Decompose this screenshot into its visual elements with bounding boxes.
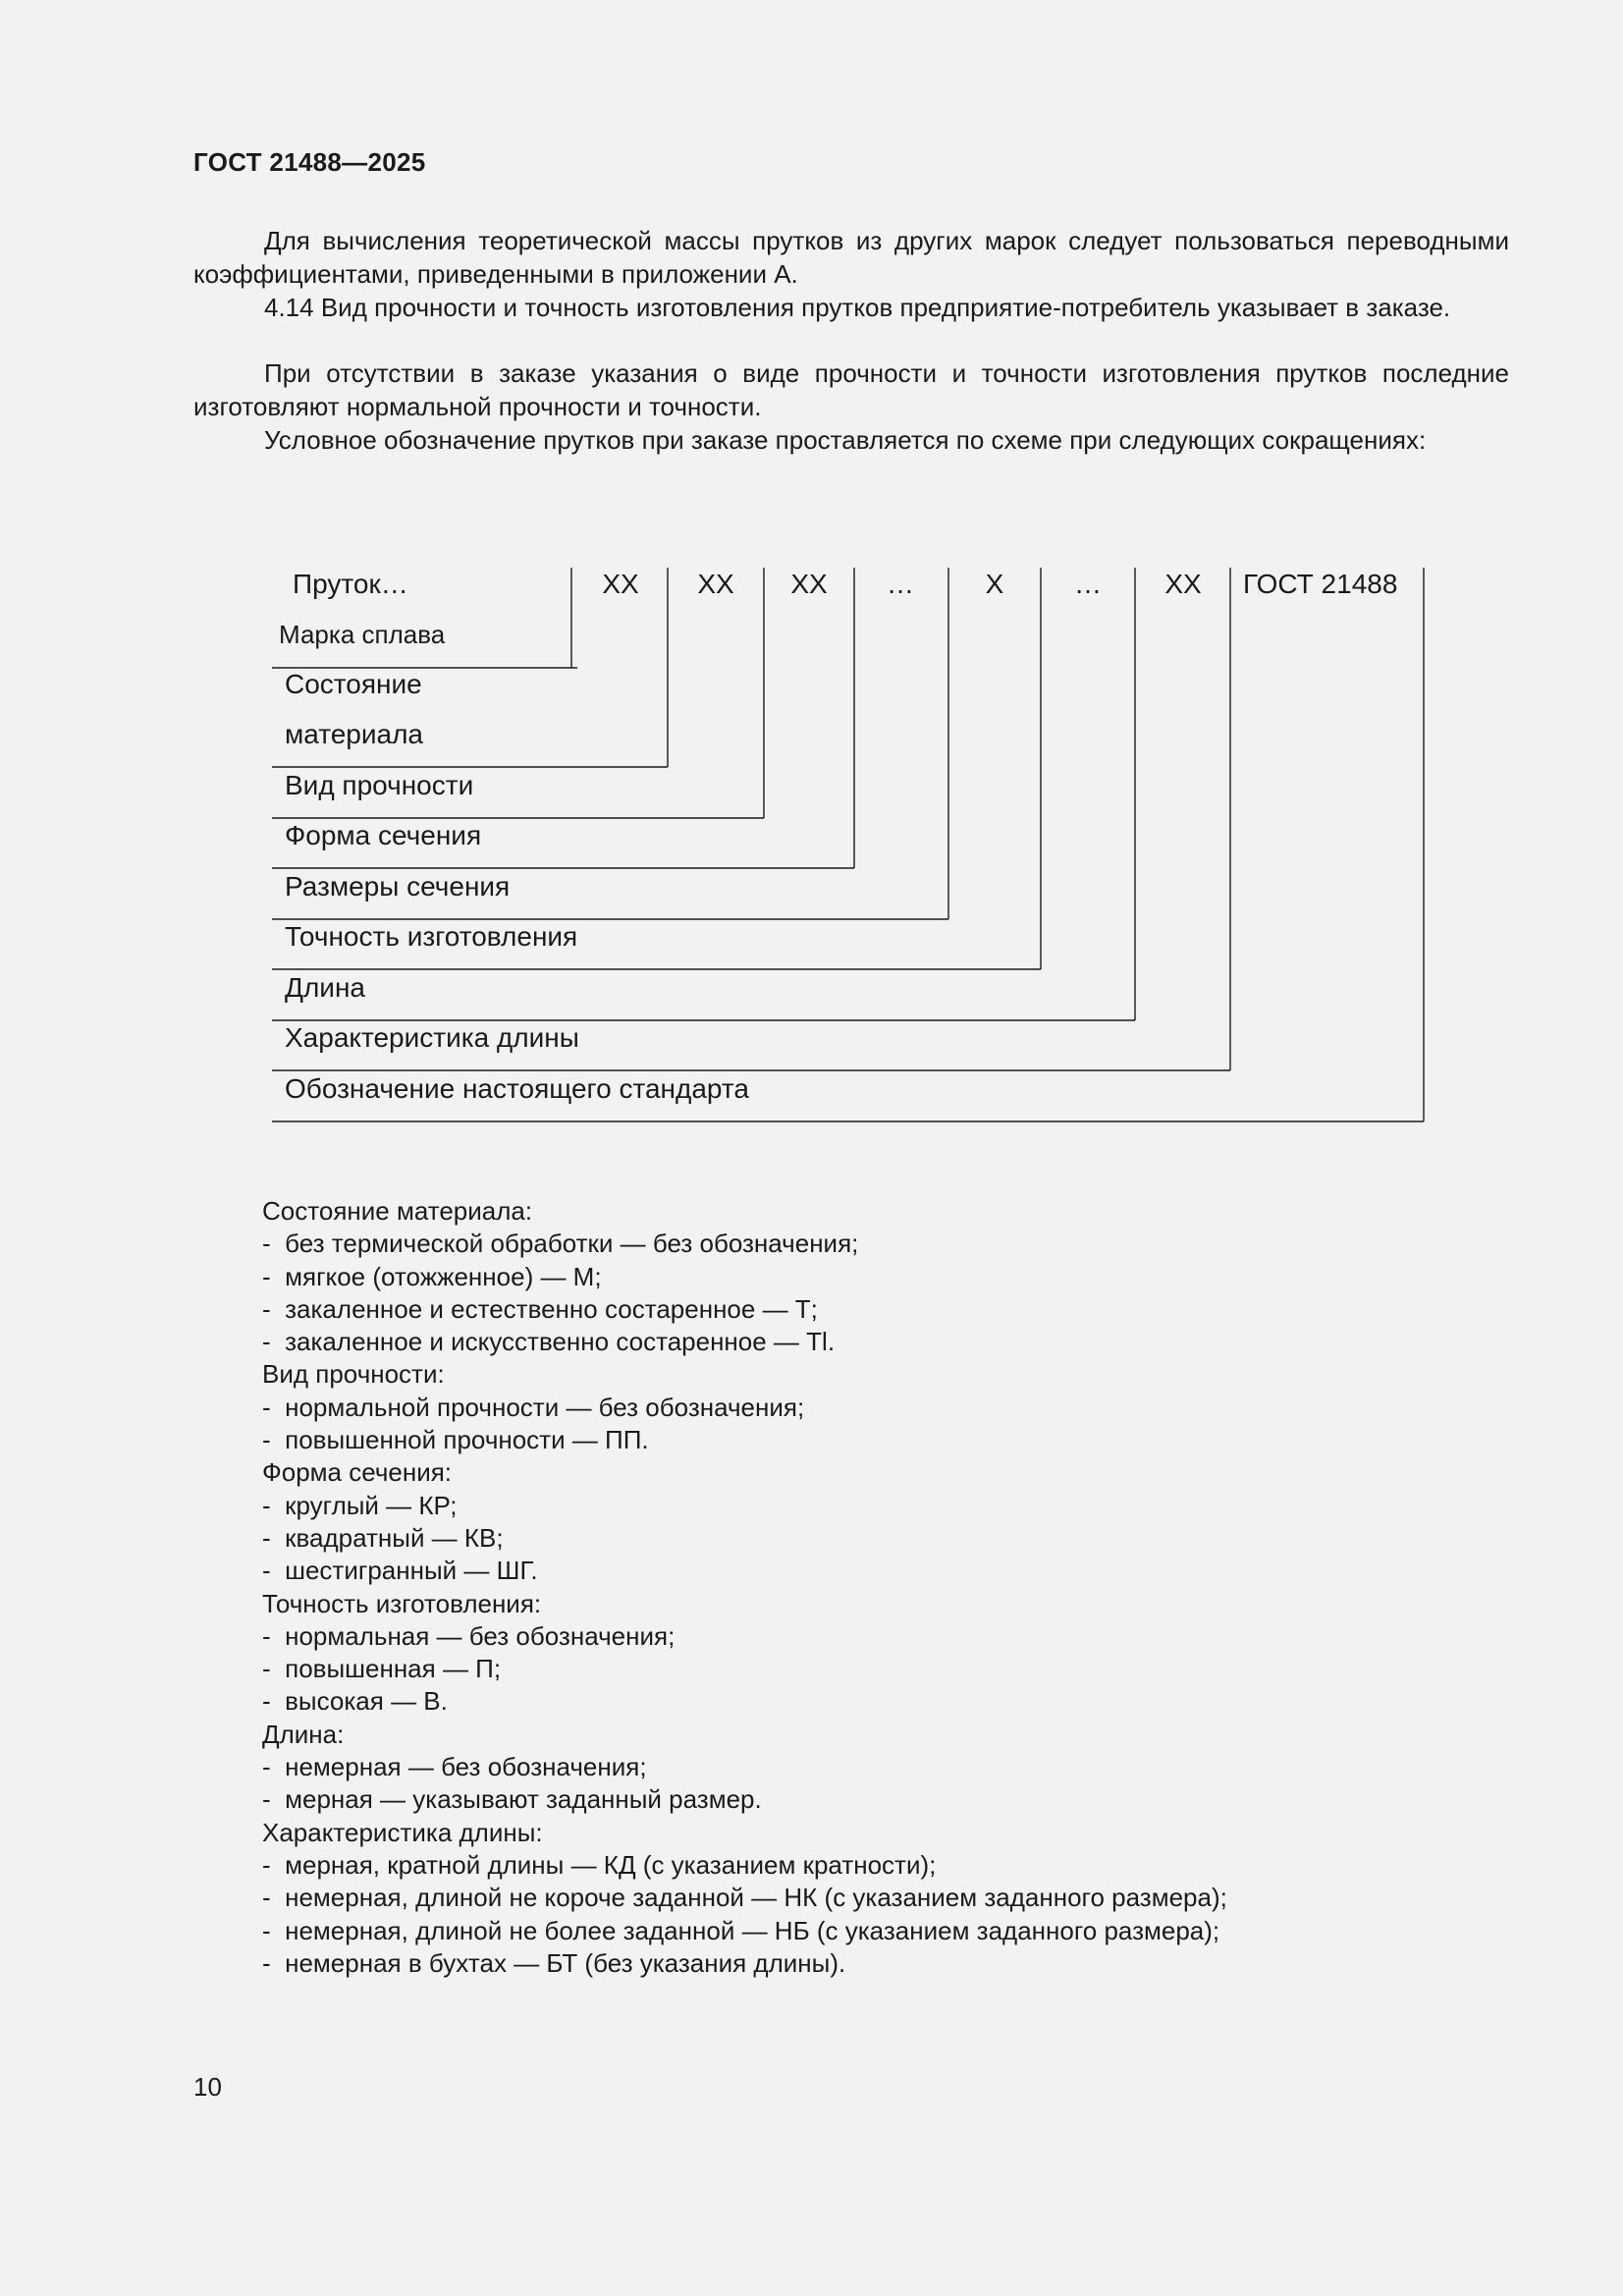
scheme-product: Пруток… xyxy=(293,569,408,599)
scheme-code-size: … xyxy=(887,569,914,599)
legend-item: - круглый — КР; xyxy=(262,1490,1227,1522)
scheme-code-length-char: XX xyxy=(1164,569,1202,599)
legend-item: - закаленное и естественно состаренное — Т; xyxy=(262,1293,1227,1326)
legend-item: - мерная, кратной длины — КД (с указанием кратности); xyxy=(262,1849,1227,1882)
scheme-label-accuracy: Точность изготовления xyxy=(285,921,578,952)
scheme-label-length-char: Характеристика длины xyxy=(285,1022,579,1053)
legend-title-state: Состояние материала: xyxy=(262,1196,533,1226)
paragraph-default: При отсутствии в заказе указания о виде прочности и точности изготовления прутков последние изготовляют нормальной прочности и точности. xyxy=(193,358,1509,421)
legend-item: - немерная — без обозначения; xyxy=(262,1751,1227,1783)
page-number: 10 xyxy=(193,2072,222,2102)
scheme-code-accuracy: X xyxy=(985,569,1004,599)
legend-item: - нормальная — без обозначения; xyxy=(262,1620,1227,1653)
legend-title-strength: Вид прочности: xyxy=(262,1359,445,1390)
scheme-code-state: XX xyxy=(602,569,639,599)
paragraph-scheme-intro: Условное обозначение прутков при заказе проставляется по схеме при следующих сокращениях: xyxy=(264,425,1427,455)
legend-title-section: Форма сечения: xyxy=(262,1457,453,1488)
paragraph-conversion: Для вычисления теоретической массы прутков из других марок следует пользоваться переводными коэффициентами, приведенными в приложении А. xyxy=(193,226,1509,289)
scheme-code-length: … xyxy=(1074,569,1102,599)
scheme-code-section: XX xyxy=(790,569,828,599)
scheme-label-section: Форма сечения xyxy=(285,820,482,850)
legend-title-length-char: Характеристика длины: xyxy=(262,1817,543,1847)
scheme-label-standard: Обозначение настоящего стандарта xyxy=(285,1073,749,1104)
legend-item: - квадратный — КВ; xyxy=(262,1522,1227,1555)
scheme-standard-ref: ГОСТ 21488 xyxy=(1243,569,1398,599)
legend-item: - немерная, длиной не короче заданной — НК (с указанием заданного размера); xyxy=(262,1882,1227,1914)
scheme-alloy-label: Марка сплава xyxy=(279,620,446,649)
legend-item: - мягкое (отожженное) — М; xyxy=(262,1261,1227,1293)
legend-item: - закаленное и искусственно состаренное — Tl. xyxy=(262,1326,1227,1358)
abbreviations-legend xyxy=(262,1195,1227,1980)
legend-item: - повышенной прочности — ПП. xyxy=(262,1424,1227,1456)
paragraph-4-14: 4.14 Вид прочности и точность изготовления прутков предприятие-потребитель указывает в заказе. xyxy=(264,293,1451,322)
legend-item: - без термической обработки — без обозначения; xyxy=(262,1228,1227,1260)
scheme-label-length: Длина xyxy=(285,972,365,1003)
scheme-code-strength: XX xyxy=(697,569,734,599)
scheme-label-state-1: Состояние xyxy=(285,669,422,699)
scheme-label-state-2: материала xyxy=(285,719,423,749)
legend-item: - немерная в бухтах — БТ (без указания длины). xyxy=(262,1947,1227,1980)
legend-item: - повышенная — П; xyxy=(262,1653,1227,1685)
scheme-label-size: Размеры сечения xyxy=(285,871,511,902)
legend-item: - высокая — В. xyxy=(262,1685,1227,1718)
legend-item: - немерная, длиной не более заданной — НБ (с указанием заданного размера); xyxy=(262,1915,1227,1947)
document-header: ГОСТ 21488—2025 xyxy=(193,147,426,177)
legend-item: - шестигранный — ШГ. xyxy=(262,1555,1227,1587)
legend-item: - нормальной прочности — без обозначения; xyxy=(262,1392,1227,1424)
legend-item: - мерная — указывают заданный размер. xyxy=(262,1783,1227,1816)
legend-title-accuracy: Точность изготовления: xyxy=(262,1588,542,1618)
scheme-label-strength: Вид прочности xyxy=(285,770,474,800)
legend-title-length: Длина: xyxy=(262,1719,345,1749)
